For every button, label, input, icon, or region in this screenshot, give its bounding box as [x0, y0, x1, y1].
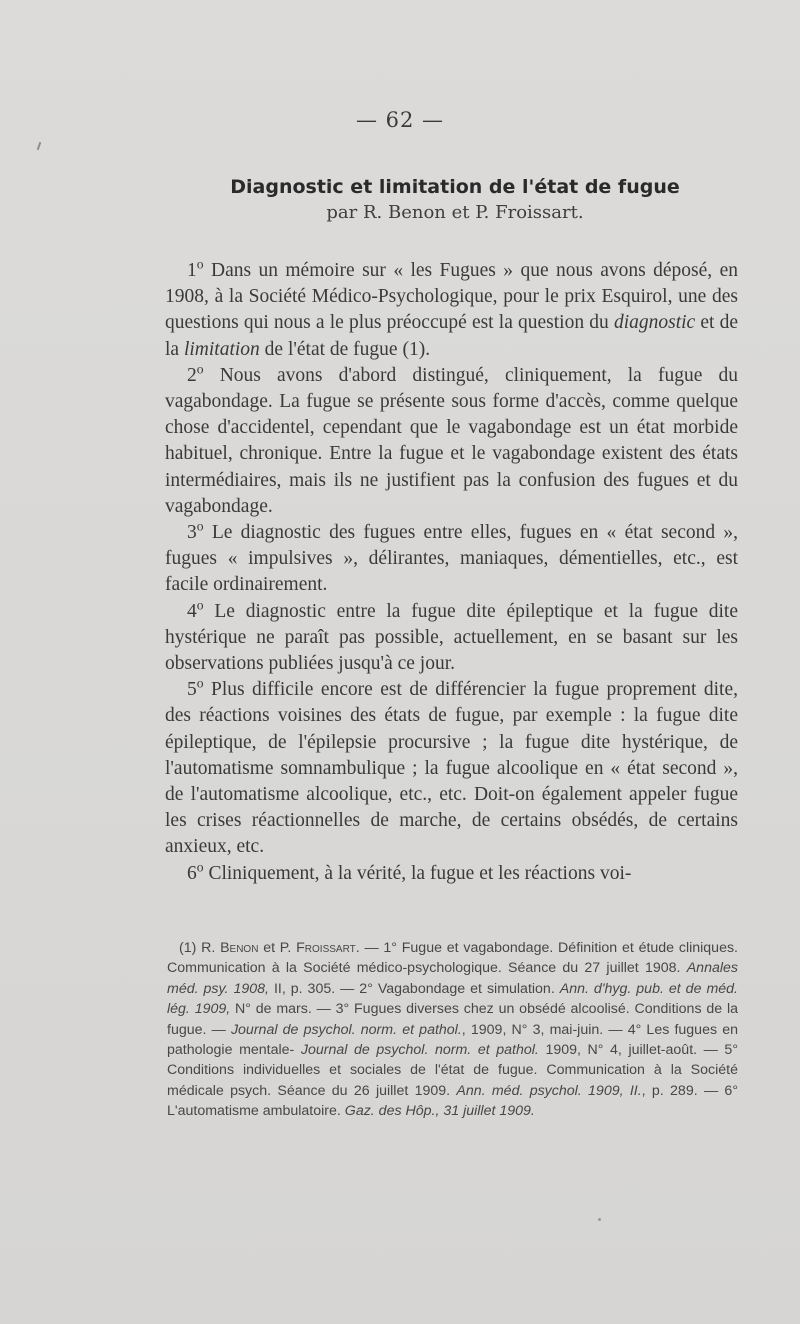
- article-authors: par R. Benon et P. Froissart.: [326, 202, 584, 223]
- paragraph-6: 6$^o$ Cliniquement, à la vérité, la fugue et les réactions voi-: [187, 859, 632, 884]
- paragraph-4: 4$^o$ Le diagnostic entre la fugue dite épileptique et la fugue dite hystérique ne paraît pas possible, actuellement, en se basant sur les observations publiées jusqu'à ce jour.: [165, 597, 738, 675]
- paragraph-3: 3$^o$ Le diagnostic des fugues entre elles, fugues en « état second », fugues « impulsives », délirantes, maniaques, démentielles, etc., est facile ordinairement.: [165, 518, 738, 596]
- paragraph-1: 1$^o$ Dans un mémoire sur « les Fugues » que nous avons déposé, en 1908, à la Société Médico-Psychologique, pour le prix Esquirol, une des questions qui nous a le plus préoccupé est la question du diagnostic et de la limitation de l'état de fugue (1).: [165, 256, 738, 360]
- article-body: [165, 258, 738, 887]
- footnote-1: (1) R. Benon et P. Froissart. — 1° Fugue et vagabondage. Définition et étude cliniques. Communication à la Société médico-psychologique. Séance du 27 juillet 1908. Annales méd. psy. 1908, II, p. 305. — 2° Vagabondage et simulation. Ann. d'hyg. pub. et de méd. lég. 1909, N° de mars. — 3° Fugues diverses chez un obsédé alcoolisé. Conditions de la fugue. — Journal de psychol. norm. et pathol., 1909, N° 3, mai-juin. — 4° Les fugues en pathologie mentale- Journal de psychol. norm. et pathol. 1909, N° 4, juillet-août. — 5° Conditions individuelles et sociales de l'état de fugue. Communication à la Société médicale psych. Séance du 26 juillet 1909. Ann. méd. psychol. 1909, II., p. 289. — 6° L'automatisme ambulatoire. Gaz. des Hôp., 31 juillet 1909.: [167, 940, 738, 1120]
- paper-speck: [37, 142, 42, 150]
- paragraph-2: 2$^o$ Nous avons d'abord distingué, cliniquement, la fugue du vagabondage. La fugue se présente sous forme d'accès, comme quelque chose d'accidentel, cependant que le vagabondage est un état morbide habituel, chronique. Entre la fugue et le vagabondage existent des états intermédiaires, mais ils ne justifient pas la confusion des fugues et du vagabondage.: [165, 361, 738, 517]
- article-title: Diagnostic et limitation de l'état de fugue: [230, 176, 680, 198]
- paper-speck: [598, 1218, 601, 1221]
- paragraph-5: 5$^o$ Plus difficile encore est de différencier la fugue proprement dite, des réactions voisines des états de fugue, par exemple : la fugue dite épileptique, de l'épilepsie procursive ; la fugue dite hystérique, de l'automatisme somnambulique ; la fugue alcoolique en « état second », de l'automatisme alcoolique, etc., etc. Doit-on également appeler fugue les crises réactionnelles de marche, de certains obsédés, de certains anxieux, etc.: [165, 675, 738, 858]
- page-number: — 62 —: [355, 108, 445, 132]
- footnote: [167, 938, 738, 1122]
